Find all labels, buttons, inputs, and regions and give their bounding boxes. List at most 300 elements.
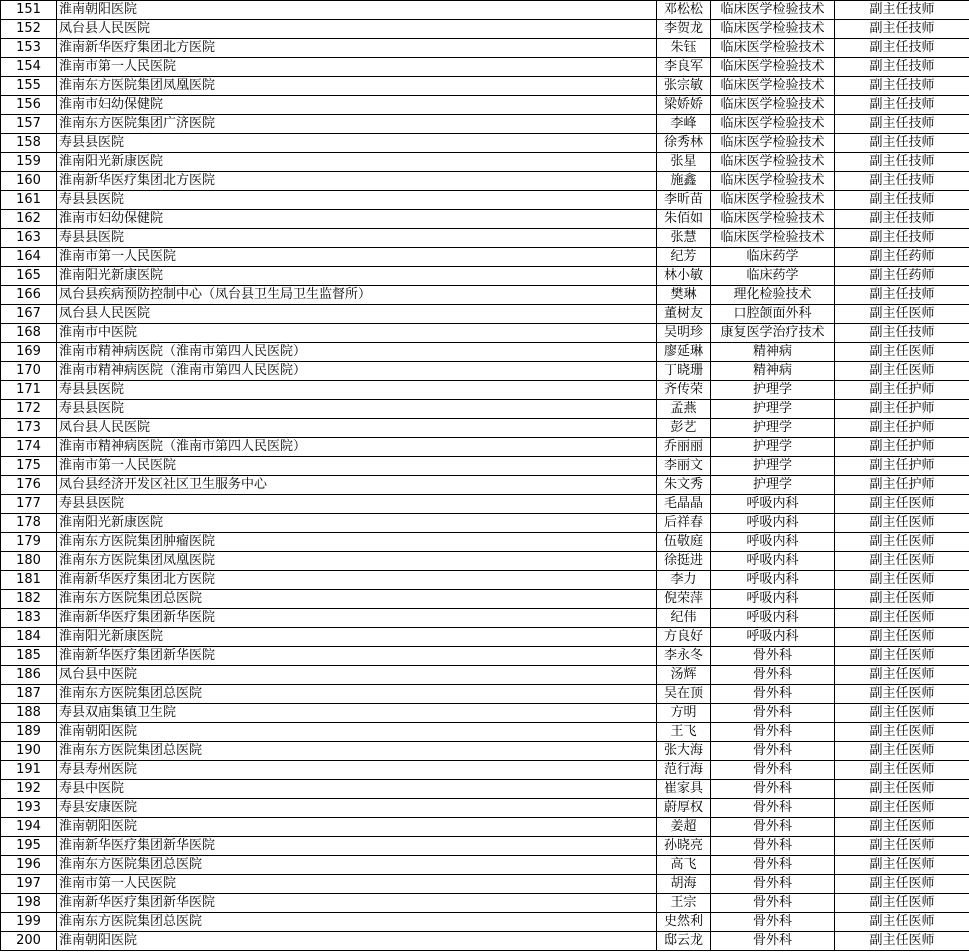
row-number: 164 bbox=[1, 248, 57, 267]
row-number: 198 bbox=[1, 894, 57, 913]
unit-cell: 淮南市精神病医院（淮南市第四人民医院） bbox=[57, 343, 657, 362]
table-row bbox=[1, 362, 969, 381]
unit-cell: 淮南市第一人民医院 bbox=[57, 875, 657, 894]
specialty-cell: 骨外科 bbox=[711, 704, 835, 723]
table-row bbox=[1, 609, 969, 628]
person-name-cell: 范行海 bbox=[657, 761, 711, 780]
table-row bbox=[1, 590, 969, 609]
title-cell: 副主任医师 bbox=[835, 533, 969, 552]
specialty-cell: 护理学 bbox=[711, 419, 835, 438]
table-row bbox=[1, 267, 969, 286]
specialty-cell: 理化检验技术 bbox=[711, 286, 835, 305]
specialty-cell: 护理学 bbox=[711, 400, 835, 419]
table-row bbox=[1, 723, 969, 742]
row-number: 174 bbox=[1, 438, 57, 457]
row-number: 180 bbox=[1, 552, 57, 571]
person-name-cell: 李力 bbox=[657, 571, 711, 590]
specialty-cell: 临床医学检验技术 bbox=[711, 20, 835, 39]
title-cell: 副主任技师 bbox=[835, 229, 969, 248]
row-number: 186 bbox=[1, 666, 57, 685]
title-cell: 副主任药师 bbox=[835, 267, 969, 286]
table-row bbox=[1, 837, 969, 856]
table-row bbox=[1, 704, 969, 723]
specialty-cell: 临床医学检验技术 bbox=[711, 191, 835, 210]
table-row bbox=[1, 96, 969, 115]
row-number: 183 bbox=[1, 609, 57, 628]
specialty-cell: 呼吸内科 bbox=[711, 628, 835, 647]
table-row bbox=[1, 818, 969, 837]
specialty-cell: 临床医学检验技术 bbox=[711, 58, 835, 77]
title-cell: 副主任护师 bbox=[835, 419, 969, 438]
table-row bbox=[1, 20, 969, 39]
row-number: 190 bbox=[1, 742, 57, 761]
specialty-cell: 骨外科 bbox=[711, 761, 835, 780]
table-row bbox=[1, 286, 969, 305]
unit-cell: 淮南东方医院集团总医院 bbox=[57, 590, 657, 609]
title-cell: 副主任医师 bbox=[835, 761, 969, 780]
title-cell: 副主任技师 bbox=[835, 20, 969, 39]
person-name-cell: 李丽文 bbox=[657, 457, 711, 476]
title-cell: 副主任医师 bbox=[835, 799, 969, 818]
specialty-cell: 临床医学检验技术 bbox=[711, 39, 835, 58]
table-row bbox=[1, 628, 969, 647]
person-name-cell: 倪荣萍 bbox=[657, 590, 711, 609]
unit-cell: 淮南市第一人民医院 bbox=[57, 457, 657, 476]
person-name-cell: 徐秀林 bbox=[657, 134, 711, 153]
unit-cell: 凤台县人民医院 bbox=[57, 305, 657, 324]
table-row bbox=[1, 533, 969, 552]
table-row bbox=[1, 191, 969, 210]
unit-cell: 凤台县人民医院 bbox=[57, 419, 657, 438]
row-number: 177 bbox=[1, 495, 57, 514]
row-number: 191 bbox=[1, 761, 57, 780]
row-number: 195 bbox=[1, 837, 57, 856]
unit-cell: 寿县县医院 bbox=[57, 134, 657, 153]
unit-cell: 淮南东方医院集团凤凰医院 bbox=[57, 77, 657, 96]
table-row bbox=[1, 780, 969, 799]
unit-cell: 淮南朝阳医院 bbox=[57, 723, 657, 742]
specialty-cell: 骨外科 bbox=[711, 932, 835, 951]
person-name-cell: 董树友 bbox=[657, 305, 711, 324]
row-number: 173 bbox=[1, 419, 57, 438]
person-name-cell: 纪伟 bbox=[657, 609, 711, 628]
row-number: 200 bbox=[1, 932, 57, 951]
unit-cell: 淮南阳光新康医院 bbox=[57, 514, 657, 533]
person-name-cell: 方良好 bbox=[657, 628, 711, 647]
unit-cell: 淮南朝阳医院 bbox=[57, 818, 657, 837]
unit-cell: 淮南东方医院集团总医院 bbox=[57, 685, 657, 704]
row-number: 163 bbox=[1, 229, 57, 248]
person-name-cell: 纪芳 bbox=[657, 248, 711, 267]
person-name-cell: 高飞 bbox=[657, 856, 711, 875]
specialty-cell: 呼吸内科 bbox=[711, 533, 835, 552]
person-name-cell: 蔚厚权 bbox=[657, 799, 711, 818]
title-cell: 副主任医师 bbox=[835, 685, 969, 704]
person-name-cell: 朱文秀 bbox=[657, 476, 711, 495]
unit-cell: 寿县中医院 bbox=[57, 780, 657, 799]
title-cell: 副主任技师 bbox=[835, 134, 969, 153]
table-row bbox=[1, 438, 969, 457]
table-row bbox=[1, 381, 969, 400]
unit-cell: 淮南东方医院集团凤凰医院 bbox=[57, 552, 657, 571]
table-row bbox=[1, 932, 969, 951]
unit-cell: 淮南新华医疗集团新华医院 bbox=[57, 894, 657, 913]
specialty-cell: 骨外科 bbox=[711, 818, 835, 837]
title-cell: 副主任医师 bbox=[835, 647, 969, 666]
table-row bbox=[1, 913, 969, 932]
unit-cell: 淮南市中医院 bbox=[57, 324, 657, 343]
table-row bbox=[1, 476, 969, 495]
table-row bbox=[1, 875, 969, 894]
title-cell: 副主任护师 bbox=[835, 476, 969, 495]
title-cell: 副主任技师 bbox=[835, 77, 969, 96]
table-row bbox=[1, 685, 969, 704]
unit-cell: 淮南朝阳医院 bbox=[57, 932, 657, 951]
title-cell: 副主任医师 bbox=[835, 552, 969, 571]
specialty-cell: 呼吸内科 bbox=[711, 514, 835, 533]
table-row bbox=[1, 172, 969, 191]
person-name-cell: 孟燕 bbox=[657, 400, 711, 419]
specialty-cell: 精神病 bbox=[711, 343, 835, 362]
specialty-cell: 临床医学检验技术 bbox=[711, 115, 835, 134]
title-cell: 副主任医师 bbox=[835, 894, 969, 913]
row-number: 153 bbox=[1, 39, 57, 58]
person-name-cell: 邸云龙 bbox=[657, 932, 711, 951]
table-row bbox=[1, 856, 969, 875]
person-name-cell: 邓松松 bbox=[657, 1, 711, 20]
specialty-cell: 临床医学检验技术 bbox=[711, 1, 835, 20]
title-cell: 副主任药师 bbox=[835, 248, 969, 267]
specialty-cell: 呼吸内科 bbox=[711, 495, 835, 514]
row-number: 172 bbox=[1, 400, 57, 419]
unit-cell: 凤台县疾病预防控制中心（凤台县卫生局卫生监督所） bbox=[57, 286, 657, 305]
title-cell: 副主任技师 bbox=[835, 191, 969, 210]
table-row bbox=[1, 742, 969, 761]
row-number: 193 bbox=[1, 799, 57, 818]
table-row bbox=[1, 514, 969, 533]
title-cell: 副主任技师 bbox=[835, 286, 969, 305]
person-name-cell: 廖延琳 bbox=[657, 343, 711, 362]
row-number: 158 bbox=[1, 134, 57, 153]
person-name-cell: 伍敬庭 bbox=[657, 533, 711, 552]
specialty-cell: 骨外科 bbox=[711, 913, 835, 932]
specialty-cell: 骨外科 bbox=[711, 685, 835, 704]
row-number: 152 bbox=[1, 20, 57, 39]
title-cell: 副主任技师 bbox=[835, 172, 969, 191]
row-number: 182 bbox=[1, 590, 57, 609]
person-name-cell: 毛晶晶 bbox=[657, 495, 711, 514]
unit-cell: 淮南新华医疗集团北方医院 bbox=[57, 172, 657, 191]
unit-cell: 淮南市第一人民医院 bbox=[57, 58, 657, 77]
unit-cell: 淮南新华医疗集团北方医院 bbox=[57, 571, 657, 590]
title-cell: 副主任医师 bbox=[835, 837, 969, 856]
title-cell: 副主任医师 bbox=[835, 856, 969, 875]
row-number: 162 bbox=[1, 210, 57, 229]
title-cell: 副主任医师 bbox=[835, 913, 969, 932]
table-row bbox=[1, 495, 969, 514]
unit-cell: 寿县安康医院 bbox=[57, 799, 657, 818]
unit-cell: 淮南新华医疗集团新华医院 bbox=[57, 837, 657, 856]
specialty-cell: 骨外科 bbox=[711, 666, 835, 685]
row-number: 176 bbox=[1, 476, 57, 495]
row-number: 159 bbox=[1, 153, 57, 172]
table-row bbox=[1, 229, 969, 248]
specialty-cell: 临床医学检验技术 bbox=[711, 134, 835, 153]
row-number: 199 bbox=[1, 913, 57, 932]
row-number: 189 bbox=[1, 723, 57, 742]
person-name-cell: 施鑫 bbox=[657, 172, 711, 191]
specialty-cell: 呼吸内科 bbox=[711, 590, 835, 609]
person-name-cell: 孙晓亮 bbox=[657, 837, 711, 856]
table-row bbox=[1, 39, 969, 58]
specialty-cell: 口腔颌面外科 bbox=[711, 305, 835, 324]
person-name-cell: 朱钰 bbox=[657, 39, 711, 58]
specialty-cell: 呼吸内科 bbox=[711, 571, 835, 590]
title-cell: 副主任护师 bbox=[835, 457, 969, 476]
title-cell: 副主任医师 bbox=[835, 609, 969, 628]
person-name-cell: 张星 bbox=[657, 153, 711, 172]
unit-cell: 淮南市精神病医院（淮南市第四人民医院） bbox=[57, 438, 657, 457]
person-name-cell: 张宗敏 bbox=[657, 77, 711, 96]
person-name-cell: 张大海 bbox=[657, 742, 711, 761]
row-number: 175 bbox=[1, 457, 57, 476]
table-row bbox=[1, 115, 969, 134]
title-cell: 副主任医师 bbox=[835, 875, 969, 894]
table-row bbox=[1, 1, 969, 20]
row-number: 188 bbox=[1, 704, 57, 723]
specialty-cell: 康复医学治疗技术 bbox=[711, 324, 835, 343]
person-name-cell: 徐挺进 bbox=[657, 552, 711, 571]
row-number: 196 bbox=[1, 856, 57, 875]
specialty-cell: 临床药学 bbox=[711, 267, 835, 286]
unit-cell: 淮南阳光新康医院 bbox=[57, 628, 657, 647]
specialty-cell: 骨外科 bbox=[711, 799, 835, 818]
title-cell: 副主任医师 bbox=[835, 495, 969, 514]
unit-cell: 寿县寿州医院 bbox=[57, 761, 657, 780]
row-number: 161 bbox=[1, 191, 57, 210]
person-name-cell: 王飞 bbox=[657, 723, 711, 742]
table-row bbox=[1, 552, 969, 571]
table-row bbox=[1, 400, 969, 419]
person-name-cell: 崔家具 bbox=[657, 780, 711, 799]
unit-cell: 淮南东方医院集团总医院 bbox=[57, 913, 657, 932]
title-cell: 副主任技师 bbox=[835, 58, 969, 77]
title-cell: 副主任医师 bbox=[835, 362, 969, 381]
unit-cell: 寿县双庙集镇卫生院 bbox=[57, 704, 657, 723]
person-name-cell: 乔丽丽 bbox=[657, 438, 711, 457]
person-name-cell: 吴在顶 bbox=[657, 685, 711, 704]
table-row bbox=[1, 457, 969, 476]
specialty-cell: 护理学 bbox=[711, 476, 835, 495]
person-name-cell: 王宗 bbox=[657, 894, 711, 913]
title-cell: 副主任医师 bbox=[835, 571, 969, 590]
title-cell: 副主任医师 bbox=[835, 780, 969, 799]
title-cell: 副主任护师 bbox=[835, 400, 969, 419]
person-name-cell: 彭艺 bbox=[657, 419, 711, 438]
title-cell: 副主任医师 bbox=[835, 932, 969, 951]
title-cell: 副主任护师 bbox=[835, 381, 969, 400]
title-cell: 副主任医师 bbox=[835, 305, 969, 324]
specialty-cell: 呼吸内科 bbox=[711, 609, 835, 628]
unit-cell: 寿县县医院 bbox=[57, 229, 657, 248]
table-row bbox=[1, 666, 969, 685]
person-name-cell: 史然利 bbox=[657, 913, 711, 932]
specialty-cell: 骨外科 bbox=[711, 856, 835, 875]
unit-cell: 淮南朝阳医院 bbox=[57, 1, 657, 20]
unit-cell: 凤台县人民医院 bbox=[57, 20, 657, 39]
person-name-cell: 樊琳 bbox=[657, 286, 711, 305]
table-row bbox=[1, 77, 969, 96]
row-number: 169 bbox=[1, 343, 57, 362]
person-name-cell: 后祥春 bbox=[657, 514, 711, 533]
person-name-cell: 林小敏 bbox=[657, 267, 711, 286]
person-name-cell: 李良军 bbox=[657, 58, 711, 77]
unit-cell: 淮南阳光新康医院 bbox=[57, 153, 657, 172]
unit-cell: 寿县县医院 bbox=[57, 495, 657, 514]
title-cell: 副主任医师 bbox=[835, 628, 969, 647]
title-cell: 副主任技师 bbox=[835, 39, 969, 58]
person-name-cell: 胡海 bbox=[657, 875, 711, 894]
person-name-cell: 张慧 bbox=[657, 229, 711, 248]
table-row bbox=[1, 894, 969, 913]
title-cell: 副主任医师 bbox=[835, 742, 969, 761]
roster-body bbox=[1, 1, 969, 951]
person-name-cell: 吴明珍 bbox=[657, 324, 711, 343]
unit-cell: 淮南新华医疗集团北方医院 bbox=[57, 39, 657, 58]
title-cell: 副主任医师 bbox=[835, 704, 969, 723]
title-cell: 副主任技师 bbox=[835, 210, 969, 229]
title-cell: 副主任医师 bbox=[835, 514, 969, 533]
person-name-cell: 李昕苗 bbox=[657, 191, 711, 210]
person-name-cell: 李峰 bbox=[657, 115, 711, 134]
row-number: 156 bbox=[1, 96, 57, 115]
row-number: 166 bbox=[1, 286, 57, 305]
unit-cell: 淮南新华医疗集团新华医院 bbox=[57, 647, 657, 666]
title-cell: 副主任护师 bbox=[835, 438, 969, 457]
specialty-cell: 护理学 bbox=[711, 381, 835, 400]
unit-cell: 淮南市第一人民医院 bbox=[57, 248, 657, 267]
specialty-cell: 临床药学 bbox=[711, 248, 835, 267]
table-row bbox=[1, 134, 969, 153]
row-number: 185 bbox=[1, 647, 57, 666]
table-row bbox=[1, 571, 969, 590]
title-cell: 副主任医师 bbox=[835, 818, 969, 837]
table-row bbox=[1, 324, 969, 343]
row-number: 151 bbox=[1, 1, 57, 20]
specialty-cell: 骨外科 bbox=[711, 647, 835, 666]
specialty-cell: 临床医学检验技术 bbox=[711, 153, 835, 172]
specialty-cell: 骨外科 bbox=[711, 837, 835, 856]
title-cell: 副主任医师 bbox=[835, 723, 969, 742]
unit-cell: 凤台县经济开发区社区卫生服务中心 bbox=[57, 476, 657, 495]
row-number: 171 bbox=[1, 381, 57, 400]
person-name-cell: 朱佰如 bbox=[657, 210, 711, 229]
row-number: 181 bbox=[1, 571, 57, 590]
table-row bbox=[1, 153, 969, 172]
row-number: 165 bbox=[1, 267, 57, 286]
person-name-cell: 齐传荣 bbox=[657, 381, 711, 400]
row-number: 179 bbox=[1, 533, 57, 552]
row-number: 160 bbox=[1, 172, 57, 191]
unit-cell: 淮南东方医院集团总医院 bbox=[57, 742, 657, 761]
person-name-cell: 李贺龙 bbox=[657, 20, 711, 39]
title-cell: 副主任技师 bbox=[835, 1, 969, 20]
row-number: 154 bbox=[1, 58, 57, 77]
row-number: 157 bbox=[1, 115, 57, 134]
specialty-cell: 临床医学检验技术 bbox=[711, 210, 835, 229]
table-row bbox=[1, 210, 969, 229]
row-number: 155 bbox=[1, 77, 57, 96]
person-name-cell: 汤辉 bbox=[657, 666, 711, 685]
specialty-cell: 精神病 bbox=[711, 362, 835, 381]
specialty-cell: 骨外科 bbox=[711, 875, 835, 894]
unit-cell: 淮南东方医院集团肿瘤医院 bbox=[57, 533, 657, 552]
row-number: 178 bbox=[1, 514, 57, 533]
table-row bbox=[1, 419, 969, 438]
row-number: 170 bbox=[1, 362, 57, 381]
unit-cell: 淮南阳光新康医院 bbox=[57, 267, 657, 286]
table-row bbox=[1, 58, 969, 77]
unit-cell: 寿县县医院 bbox=[57, 381, 657, 400]
table-row bbox=[1, 343, 969, 362]
specialty-cell: 骨外科 bbox=[711, 894, 835, 913]
person-name-cell: 姜超 bbox=[657, 818, 711, 837]
specialty-cell: 临床医学检验技术 bbox=[711, 172, 835, 191]
specialty-cell: 护理学 bbox=[711, 457, 835, 476]
row-number: 194 bbox=[1, 818, 57, 837]
title-cell: 副主任技师 bbox=[835, 96, 969, 115]
row-number: 197 bbox=[1, 875, 57, 894]
unit-cell: 凤台县中医院 bbox=[57, 666, 657, 685]
unit-cell: 寿县县医院 bbox=[57, 191, 657, 210]
row-number: 187 bbox=[1, 685, 57, 704]
unit-cell: 淮南市妇幼保健院 bbox=[57, 96, 657, 115]
row-number: 184 bbox=[1, 628, 57, 647]
unit-cell: 淮南东方医院集团广济医院 bbox=[57, 115, 657, 134]
specialty-cell: 护理学 bbox=[711, 438, 835, 457]
specialty-cell: 临床医学检验技术 bbox=[711, 96, 835, 115]
unit-cell: 淮南市妇幼保健院 bbox=[57, 210, 657, 229]
specialty-cell: 骨外科 bbox=[711, 742, 835, 761]
unit-cell: 淮南市精神病医院（淮南市第四人民医院） bbox=[57, 362, 657, 381]
person-name-cell: 丁晓珊 bbox=[657, 362, 711, 381]
specialty-cell: 临床医学检验技术 bbox=[711, 229, 835, 248]
table-row bbox=[1, 761, 969, 780]
table-row bbox=[1, 647, 969, 666]
specialty-cell: 呼吸内科 bbox=[711, 552, 835, 571]
unit-cell: 淮南新华医疗集团新华医院 bbox=[57, 609, 657, 628]
title-cell: 副主任医师 bbox=[835, 590, 969, 609]
specialty-cell: 骨外科 bbox=[711, 723, 835, 742]
row-number: 167 bbox=[1, 305, 57, 324]
row-number: 192 bbox=[1, 780, 57, 799]
title-cell: 副主任技师 bbox=[835, 115, 969, 134]
title-cell: 副主任医师 bbox=[835, 666, 969, 685]
unit-cell: 淮南东方医院集团总医院 bbox=[57, 856, 657, 875]
specialty-cell: 临床医学检验技术 bbox=[711, 77, 835, 96]
person-name-cell: 方明 bbox=[657, 704, 711, 723]
table-row bbox=[1, 799, 969, 818]
specialty-cell: 骨外科 bbox=[711, 780, 835, 799]
title-cell: 副主任医师 bbox=[835, 343, 969, 362]
title-cell: 副主任技师 bbox=[835, 324, 969, 343]
row-number: 168 bbox=[1, 324, 57, 343]
person-name-cell: 李永冬 bbox=[657, 647, 711, 666]
title-cell: 副主任技师 bbox=[835, 153, 969, 172]
unit-cell: 寿县县医院 bbox=[57, 400, 657, 419]
person-name-cell: 梁娇娇 bbox=[657, 96, 711, 115]
table-row bbox=[1, 305, 969, 324]
